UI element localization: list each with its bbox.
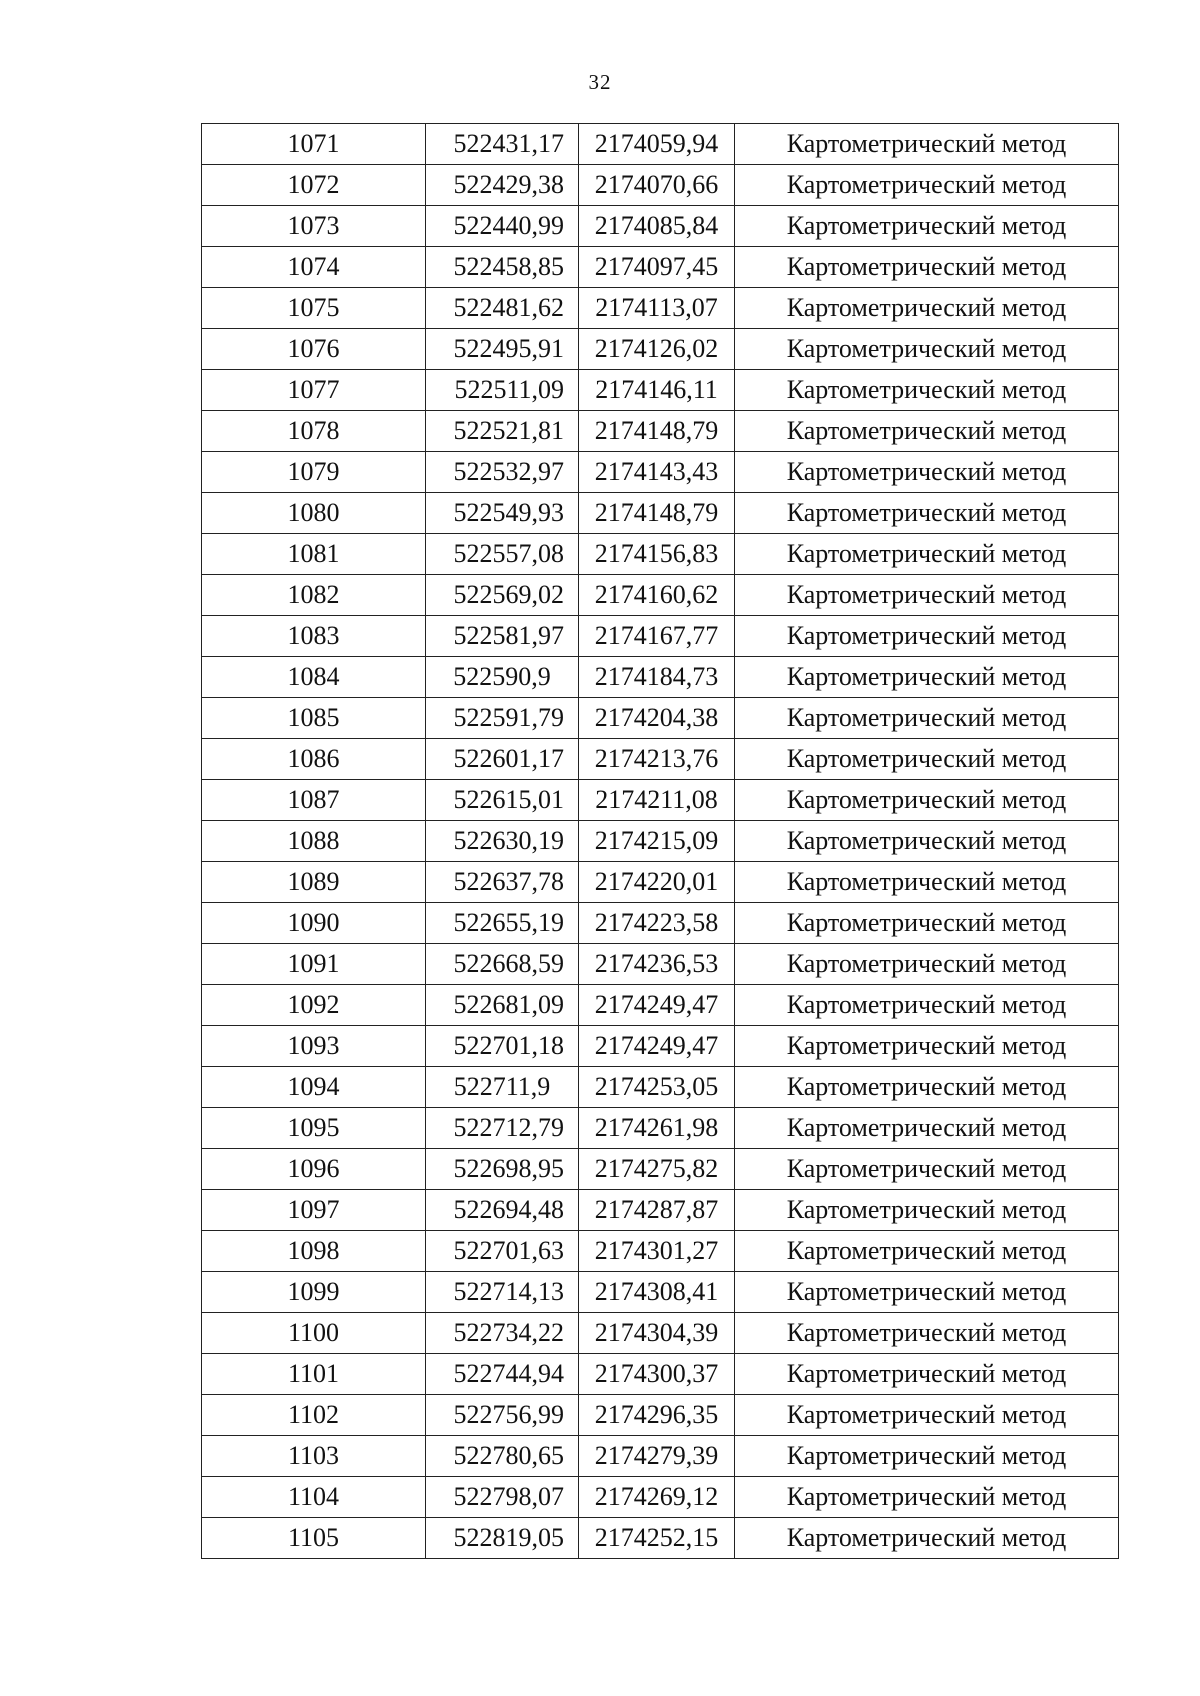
y-coordinate-cell: 2174167,77	[579, 616, 735, 657]
point-number-cell: 1094	[202, 1067, 426, 1108]
y-coordinate-cell: 2174269,12	[579, 1477, 735, 1518]
y-coordinate-cell: 2174275,82	[579, 1149, 735, 1190]
point-number-cell: 1105	[202, 1518, 426, 1559]
table-row	[202, 1149, 1119, 1190]
y-coordinate-cell: 2174146,11	[579, 370, 735, 411]
table-row	[202, 821, 1119, 862]
method-cell: Картометрический метод	[735, 534, 1119, 575]
y-coordinate-cell: 2174143,43	[579, 452, 735, 493]
coordinates-table	[201, 123, 1119, 1559]
x-coordinate-cell: 522601,17	[426, 739, 579, 780]
y-coordinate-cell: 2174249,47	[579, 985, 735, 1026]
x-coordinate-cell: 522714,13	[426, 1272, 579, 1313]
x-coordinate-cell: 522756,99	[426, 1395, 579, 1436]
method-cell: Картометрический метод	[735, 1190, 1119, 1231]
y-coordinate-cell: 2174184,73	[579, 657, 735, 698]
y-coordinate-cell: 2174126,02	[579, 329, 735, 370]
point-number-cell: 1083	[202, 616, 426, 657]
method-cell: Картометрический метод	[735, 944, 1119, 985]
x-coordinate-cell: 522681,09	[426, 985, 579, 1026]
x-coordinate-cell: 522495,91	[426, 329, 579, 370]
table-row	[202, 698, 1119, 739]
y-coordinate-cell: 2174261,98	[579, 1108, 735, 1149]
x-coordinate-cell: 522780,65	[426, 1436, 579, 1477]
x-coordinate-cell: 522655,19	[426, 903, 579, 944]
table-row	[202, 1477, 1119, 1518]
method-cell: Картометрический метод	[735, 657, 1119, 698]
x-coordinate-cell: 522637,78	[426, 862, 579, 903]
y-coordinate-cell: 2174279,39	[579, 1436, 735, 1477]
point-number-cell: 1096	[202, 1149, 426, 1190]
method-cell: Картометрический метод	[735, 1108, 1119, 1149]
point-number-cell: 1092	[202, 985, 426, 1026]
method-cell: Картометрический метод	[735, 862, 1119, 903]
y-coordinate-cell: 2174253,05	[579, 1067, 735, 1108]
x-coordinate-cell: 522701,63	[426, 1231, 579, 1272]
x-coordinate-cell: 522549,93	[426, 493, 579, 534]
method-cell: Картометрический метод	[735, 821, 1119, 862]
y-coordinate-cell: 2174070,66	[579, 165, 735, 206]
table-row	[202, 944, 1119, 985]
method-cell: Картометрический метод	[735, 370, 1119, 411]
y-coordinate-cell: 2174308,41	[579, 1272, 735, 1313]
y-coordinate-cell: 2174085,84	[579, 206, 735, 247]
point-number-cell: 1099	[202, 1272, 426, 1313]
x-coordinate-cell: 522630,19	[426, 821, 579, 862]
method-cell: Картометрический метод	[735, 985, 1119, 1026]
method-cell: Картометрический метод	[735, 1149, 1119, 1190]
method-cell: Картометрический метод	[735, 124, 1119, 165]
x-coordinate-cell: 522798,07	[426, 1477, 579, 1518]
y-coordinate-cell: 2174156,83	[579, 534, 735, 575]
table-row	[202, 1026, 1119, 1067]
x-coordinate-cell: 522819,05	[426, 1518, 579, 1559]
y-coordinate-cell: 2174059,94	[579, 124, 735, 165]
x-coordinate-cell: 522694,48	[426, 1190, 579, 1231]
point-number-cell: 1075	[202, 288, 426, 329]
method-cell: Картометрический метод	[735, 247, 1119, 288]
x-coordinate-cell: 522557,08	[426, 534, 579, 575]
x-coordinate-cell: 522712,79	[426, 1108, 579, 1149]
y-coordinate-cell: 2174148,79	[579, 493, 735, 534]
point-number-cell: 1088	[202, 821, 426, 862]
method-cell: Картометрический метод	[735, 1026, 1119, 1067]
x-coordinate-cell: 522581,97	[426, 616, 579, 657]
point-number-cell: 1084	[202, 657, 426, 698]
y-coordinate-cell: 2174215,09	[579, 821, 735, 862]
x-coordinate-cell: 522668,59	[426, 944, 579, 985]
point-number-cell: 1089	[202, 862, 426, 903]
point-number-cell: 1071	[202, 124, 426, 165]
method-cell: Картометрический метод	[735, 1477, 1119, 1518]
method-cell: Картометрический метод	[735, 411, 1119, 452]
point-number-cell: 1090	[202, 903, 426, 944]
method-cell: Картометрический метод	[735, 698, 1119, 739]
table-row	[202, 1231, 1119, 1272]
y-coordinate-cell: 2174211,08	[579, 780, 735, 821]
x-coordinate-cell: 522511,09	[426, 370, 579, 411]
point-number-cell: 1095	[202, 1108, 426, 1149]
coordinates-table-body	[202, 124, 1119, 1559]
x-coordinate-cell: 522591,79	[426, 698, 579, 739]
method-cell: Картометрический метод	[735, 493, 1119, 534]
y-coordinate-cell: 2174213,76	[579, 739, 735, 780]
point-number-cell: 1104	[202, 1477, 426, 1518]
table-row	[202, 1436, 1119, 1477]
x-coordinate-cell: 522458,85	[426, 247, 579, 288]
point-number-cell: 1078	[202, 411, 426, 452]
method-cell: Картометрический метод	[735, 903, 1119, 944]
method-cell: Картометрический метод	[735, 329, 1119, 370]
method-cell: Картометрический метод	[735, 288, 1119, 329]
y-coordinate-cell: 2174160,62	[579, 575, 735, 616]
y-coordinate-cell: 2174148,79	[579, 411, 735, 452]
table-row	[202, 1313, 1119, 1354]
x-coordinate-cell: 522734,22	[426, 1313, 579, 1354]
y-coordinate-cell: 2174249,47	[579, 1026, 735, 1067]
method-cell: Картометрический метод	[735, 739, 1119, 780]
method-cell: Картометрический метод	[735, 1354, 1119, 1395]
table-row	[202, 411, 1119, 452]
point-number-cell: 1101	[202, 1354, 426, 1395]
table-row	[202, 1272, 1119, 1313]
x-coordinate-cell: 522440,99	[426, 206, 579, 247]
y-coordinate-cell: 2174252,15	[579, 1518, 735, 1559]
table-row	[202, 1518, 1119, 1559]
table-row	[202, 452, 1119, 493]
method-cell: Картометрический метод	[735, 1272, 1119, 1313]
point-number-cell: 1091	[202, 944, 426, 985]
y-coordinate-cell: 2174301,27	[579, 1231, 735, 1272]
table-row	[202, 780, 1119, 821]
x-coordinate-cell: 522590,9	[426, 657, 579, 698]
x-coordinate-cell: 522711,9	[426, 1067, 579, 1108]
y-coordinate-cell: 2174097,45	[579, 247, 735, 288]
table-row	[202, 616, 1119, 657]
method-cell: Картометрический метод	[735, 780, 1119, 821]
table-row	[202, 739, 1119, 780]
table-row	[202, 370, 1119, 411]
y-coordinate-cell: 2174223,58	[579, 903, 735, 944]
table-row	[202, 903, 1119, 944]
point-number-cell: 1097	[202, 1190, 426, 1231]
table-row	[202, 575, 1119, 616]
table-row	[202, 288, 1119, 329]
y-coordinate-cell: 2174296,35	[579, 1395, 735, 1436]
table-row	[202, 657, 1119, 698]
point-number-cell: 1076	[202, 329, 426, 370]
y-coordinate-cell: 2174113,07	[579, 288, 735, 329]
table-row	[202, 206, 1119, 247]
table-row	[202, 985, 1119, 1026]
point-number-cell: 1098	[202, 1231, 426, 1272]
point-number-cell: 1080	[202, 493, 426, 534]
point-number-cell: 1087	[202, 780, 426, 821]
table-row	[202, 1067, 1119, 1108]
table-row	[202, 1395, 1119, 1436]
method-cell: Картометрический метод	[735, 1518, 1119, 1559]
method-cell: Картометрический метод	[735, 1436, 1119, 1477]
table-row	[202, 329, 1119, 370]
table-row	[202, 1354, 1119, 1395]
point-number-cell: 1073	[202, 206, 426, 247]
method-cell: Картометрический метод	[735, 1067, 1119, 1108]
x-coordinate-cell: 522744,94	[426, 1354, 579, 1395]
y-coordinate-cell: 2174300,37	[579, 1354, 735, 1395]
x-coordinate-cell: 522532,97	[426, 452, 579, 493]
table-row	[202, 493, 1119, 534]
method-cell: Картометрический метод	[735, 1395, 1119, 1436]
table-row	[202, 862, 1119, 903]
y-coordinate-cell: 2174304,39	[579, 1313, 735, 1354]
point-number-cell: 1102	[202, 1395, 426, 1436]
x-coordinate-cell: 522615,01	[426, 780, 579, 821]
x-coordinate-cell: 522431,17	[426, 124, 579, 165]
point-number-cell: 1072	[202, 165, 426, 206]
method-cell: Картометрический метод	[735, 575, 1119, 616]
x-coordinate-cell: 522698,95	[426, 1149, 579, 1190]
point-number-cell: 1100	[202, 1313, 426, 1354]
x-coordinate-cell: 522429,38	[426, 165, 579, 206]
x-coordinate-cell: 522481,62	[426, 288, 579, 329]
table-row	[202, 165, 1119, 206]
point-number-cell: 1079	[202, 452, 426, 493]
method-cell: Картометрический метод	[735, 616, 1119, 657]
x-coordinate-cell: 522701,18	[426, 1026, 579, 1067]
point-number-cell: 1086	[202, 739, 426, 780]
point-number-cell: 1093	[202, 1026, 426, 1067]
y-coordinate-cell: 2174236,53	[579, 944, 735, 985]
point-number-cell: 1081	[202, 534, 426, 575]
table-row	[202, 1108, 1119, 1149]
table-row	[202, 247, 1119, 288]
point-number-cell: 1085	[202, 698, 426, 739]
x-coordinate-cell: 522569,02	[426, 575, 579, 616]
point-number-cell: 1103	[202, 1436, 426, 1477]
method-cell: Картометрический метод	[735, 165, 1119, 206]
method-cell: Картометрический метод	[735, 206, 1119, 247]
x-coordinate-cell: 522521,81	[426, 411, 579, 452]
method-cell: Картометрический метод	[735, 1231, 1119, 1272]
y-coordinate-cell: 2174287,87	[579, 1190, 735, 1231]
y-coordinate-cell: 2174220,01	[579, 862, 735, 903]
table-row	[202, 534, 1119, 575]
method-cell: Картометрический метод	[735, 1313, 1119, 1354]
y-coordinate-cell: 2174204,38	[579, 698, 735, 739]
page-number: 32	[588, 70, 612, 94]
point-number-cell: 1082	[202, 575, 426, 616]
table-row	[202, 124, 1119, 165]
point-number-cell: 1074	[202, 247, 426, 288]
table-row	[202, 1190, 1119, 1231]
method-cell: Картометрический метод	[735, 452, 1119, 493]
point-number-cell: 1077	[202, 370, 426, 411]
